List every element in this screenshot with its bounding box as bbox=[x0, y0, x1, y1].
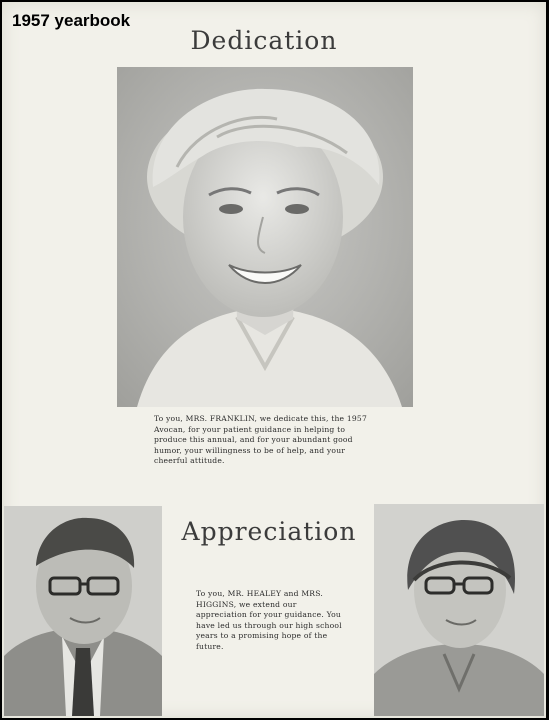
appreciation-portrait-right bbox=[374, 504, 544, 716]
dedication-text: To you, MRS. FRANKLIN, we dedicate this, the 1957 Avocan, for your patient guidance in helping to produce this annual, and for your abundant good humor, your willingness to be of help, and your cheerful attitude. bbox=[154, 414, 367, 465]
dedication-portrait bbox=[117, 67, 413, 407]
dedication-title: Dedication bbox=[190, 26, 338, 55]
appreciation-text: To you, MR. HEALEY and MRS. HIGGINS, we extend our appreciation for your guidance. You have led us through our high school years to a promising hope of the future. bbox=[196, 589, 342, 651]
yearbook-page bbox=[2, 2, 546, 718]
appreciation-title: Appreciation bbox=[181, 517, 357, 546]
appreciation-portrait-left bbox=[4, 506, 162, 716]
year-label: 1957 yearbook bbox=[12, 11, 131, 30]
